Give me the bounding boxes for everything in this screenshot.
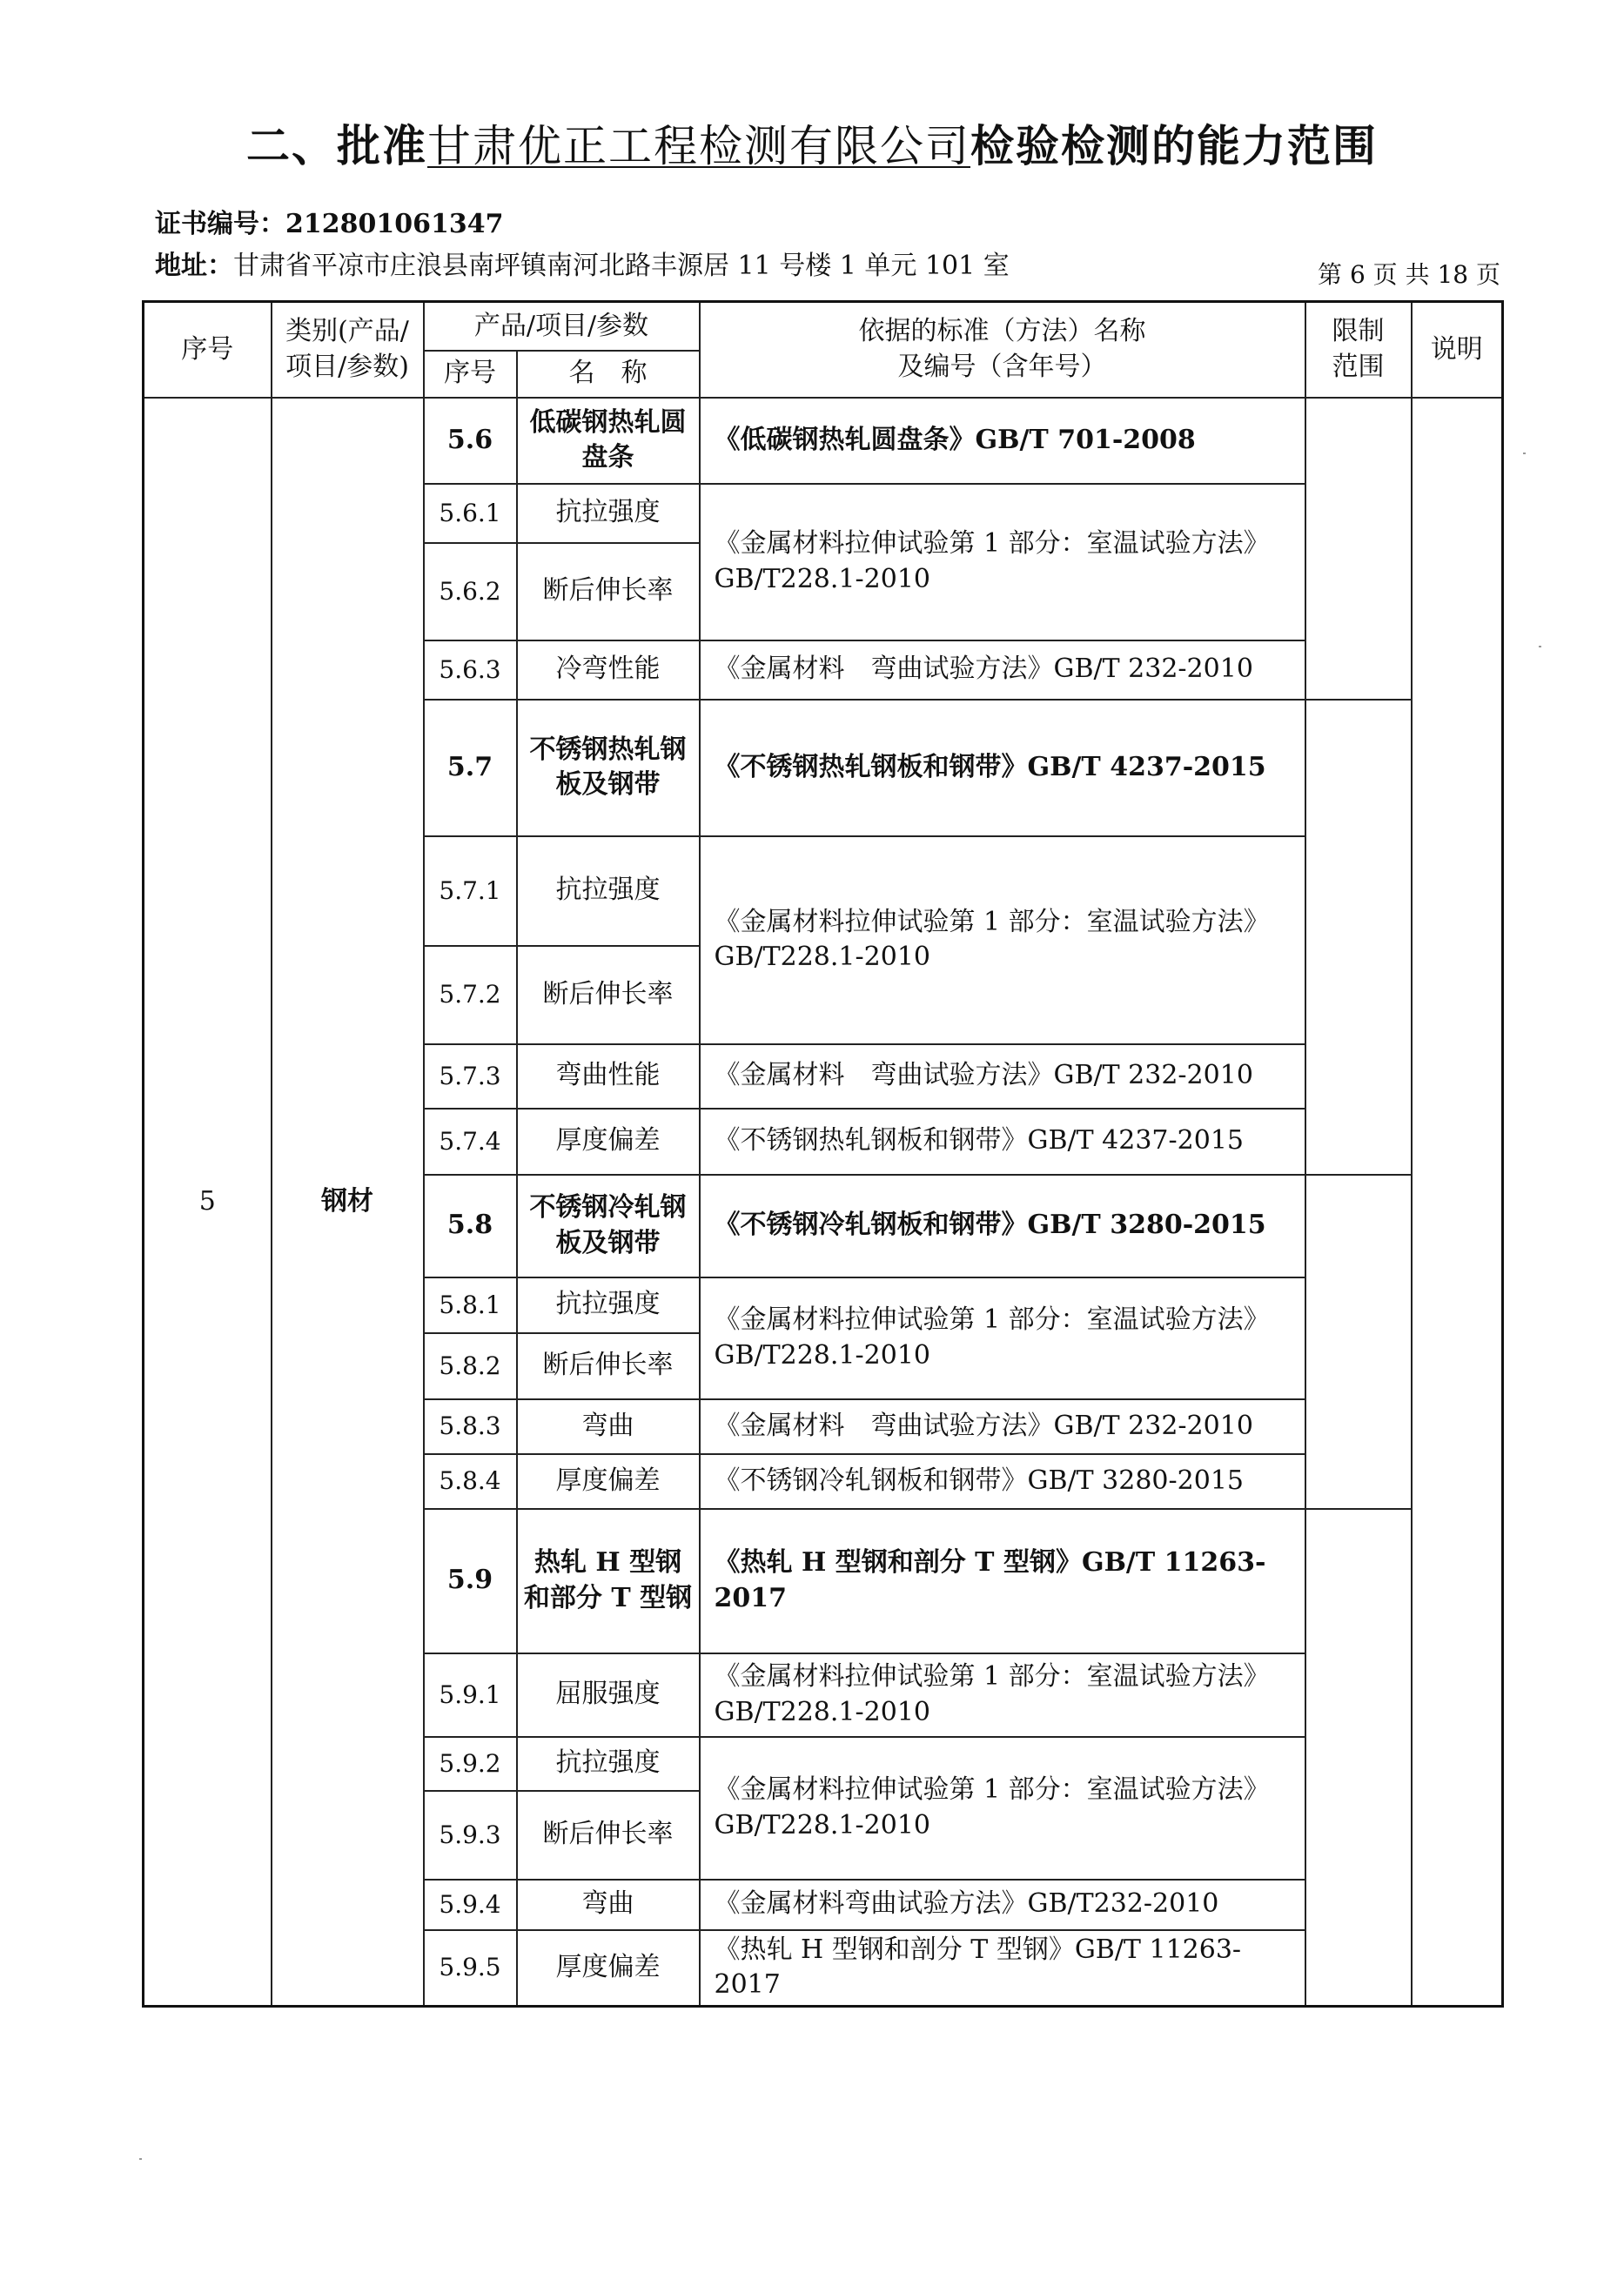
row-standard: 《金属材料拉伸试验第 1 部分：室温试验方法》GB/T228.1-2010 [700,1653,1305,1737]
row-name: 抗拉强度 [517,484,700,543]
row-standard: 《金属材料 弯曲试验方法》GB/T 232-2010 [700,1399,1305,1454]
limit-cell [1305,1175,1412,1509]
capability-table [142,300,1504,2008]
row-standard: 《不锈钢冷轧钢板和钢带》GB/T 3280-2015 [700,1175,1305,1277]
limit-cell [1305,700,1412,1175]
limit-cell [1305,398,1412,700]
row-no: 5.9.4 [424,1880,517,1930]
row-no: 5.6.1 [424,484,517,543]
row-standard: 《金属材料拉伸试验第 1 部分：室温试验方法》GB/T228.1-2010 [700,1737,1305,1880]
header-category [272,302,424,398]
group-category: 钢材 [272,398,424,2007]
row-no: 5.9.3 [424,1791,517,1880]
row-standard: 《金属材料拉伸试验第 1 部分：室温试验方法》GB/T228.1-2010 [700,484,1305,640]
title-company: 甘肃优正工程检测有限公司 [427,121,970,171]
row-standard: 《不锈钢冷轧钢板和钢带》GB/T 3280-2015 [700,1454,1305,1509]
row-name: 热轧 H 型钢和部分 T 型钢 [517,1509,700,1653]
row-standard: 《金属材料拉伸试验第 1 部分：室温试验方法》GB/T228.1-2010 [700,836,1305,1044]
row-name: 厚度偏差 [517,1454,700,1509]
title-prefix: 二、批准 [246,120,427,171]
certificate-number [155,202,504,240]
row-name: 不锈钢热轧钢板及钢带 [517,700,700,836]
page-info: 第 6 页 共 18 页 [1318,260,1500,289]
row-name: 弯曲 [517,1880,700,1930]
row-standard: 《金属材料 弯曲试验方法》GB/T 232-2010 [700,1044,1305,1109]
scan-speck [139,2158,142,2160]
row-no: 5.9.5 [424,1930,517,2007]
header-limit-line1: 限制 [1332,316,1385,347]
row-no: 5.7.4 [424,1109,517,1175]
row-name: 厚度偏差 [517,1930,700,2007]
header-standard-line2: 及编号（含年号） [897,351,1107,382]
row-name: 断后伸长率 [517,946,700,1044]
limit-cell [1305,1509,1412,2007]
row-standard: 《金属材料弯曲试验方法》GB/T232-2010 [700,1880,1305,1930]
row-name: 屈服强度 [517,1653,700,1737]
row-name: 抗拉强度 [517,1277,700,1333]
address [155,244,1010,282]
group-seq: 5 [144,398,272,2007]
header-seq: 序号 [144,302,272,398]
header-standard-line1: 依据的标准（方法）名称 [858,316,1146,347]
row-name: 断后伸长率 [517,1333,700,1399]
header-sub-seq: 序号 [424,351,517,398]
row-name: 不锈钢冷轧钢板及钢带 [517,1175,700,1277]
row-name: 冷弯性能 [517,640,700,700]
header-product-group: 产品/项目/参数 [424,302,700,351]
row-no: 5.7.2 [424,946,517,1044]
row-no: 5.7.3 [424,1044,517,1109]
row-no: 5.8 [424,1175,517,1277]
scan-speck [1539,646,1541,647]
row-no: 5.8.1 [424,1277,517,1333]
address-label: 地址： [155,251,233,281]
row-standard: 《热轧 H 型钢和剖分 T 型钢》GB/T 11263-2017 [700,1509,1305,1653]
row-standard: 《不锈钢热轧钢板和钢带》GB/T 4237-2015 [700,700,1305,836]
row-name: 弯曲 [517,1399,700,1454]
row-standard: 《热轧 H 型钢和剖分 T 型钢》GB/T 11263-2017 [700,1930,1305,2007]
row-no: 5.9.2 [424,1737,517,1791]
row-no: 5.7.1 [424,836,517,946]
row-no: 5.8.4 [424,1454,517,1509]
header-category-line1: 类别(产品/ [285,316,409,347]
row-standard: 《金属材料拉伸试验第 1 部分：室温试验方法》GB/T228.1-2010 [700,1277,1305,1399]
row-name: 断后伸长率 [517,1791,700,1880]
title-suffix: 检验检测的能力范围 [970,120,1378,171]
header-category-line2: 项目/参数) [285,351,409,382]
row-no: 5.6.2 [424,543,517,640]
header-limit [1305,302,1412,398]
row-no: 5.9 [424,1509,517,1653]
row-name: 抗拉强度 [517,836,700,946]
certificate-value: 212801061347 [285,209,504,239]
address-value: 甘肃省平凉市庄浪县南坪镇南河北路丰源居 11 号楼 1 单元 101 室 [233,251,1010,281]
header-sub-name: 名 称 [517,351,700,398]
row-name: 厚度偏差 [517,1109,700,1175]
header-note: 说明 [1412,302,1503,398]
row-no: 5.8.2 [424,1333,517,1399]
page-title [0,111,1624,174]
certificate-label: 证书编号： [155,209,285,239]
row-no: 5.6 [424,398,517,484]
row-no: 5.7 [424,700,517,836]
row-name: 断后伸长率 [517,543,700,640]
row-no: 5.6.3 [424,640,517,700]
note-cell [1412,398,1503,2007]
row-standard: 《金属材料 弯曲试验方法》GB/T 232-2010 [700,640,1305,700]
header-standard [700,302,1305,398]
scan-speck [1523,453,1526,454]
row-name: 抗拉强度 [517,1737,700,1791]
row-standard: 《低碳钢热轧圆盘条》GB/T 701-2008 [700,398,1305,484]
row-name: 低碳钢热轧圆盘条 [517,398,700,484]
row-no: 5.9.1 [424,1653,517,1737]
header-limit-line2: 范围 [1332,351,1385,382]
row-name: 弯曲性能 [517,1044,700,1109]
row-no: 5.8.3 [424,1399,517,1454]
table-row [144,398,1503,484]
row-standard: 《不锈钢热轧钢板和钢带》GB/T 4237-2015 [700,1109,1305,1175]
